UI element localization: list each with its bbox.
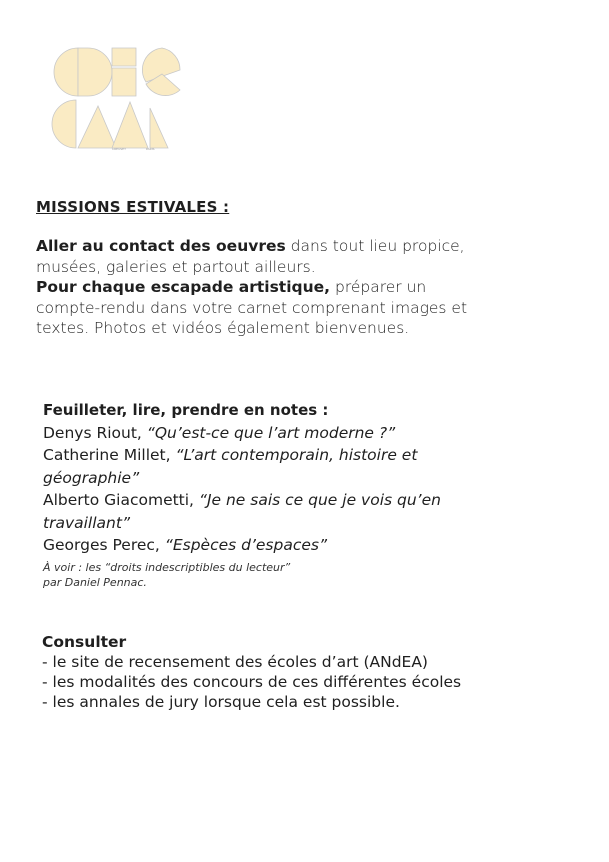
missions-p1-bold: Aller au contact des oeuvres: [36, 237, 286, 255]
svg-text:PARIS: PARIS: [146, 147, 155, 151]
reading-item: [43, 422, 483, 445]
missions-text: [36, 236, 476, 339]
reading-item: [43, 534, 483, 557]
reading-item: [43, 444, 483, 489]
reading-work: “Qu’est-ce que l’art moderne ?”: [146, 423, 396, 442]
logo: [50, 44, 186, 152]
a-voir-note: [43, 560, 403, 590]
reading-list: [43, 399, 483, 557]
reading-author: Alberto Giacometti,: [43, 491, 199, 509]
consult-item: - les modalités des concours de ces différentes écoles: [42, 673, 462, 691]
reading-author: Georges Perec,: [43, 536, 165, 554]
a-voir-line: par Daniel Pennac.: [43, 576, 147, 589]
reading-author: Denys Riout,: [43, 423, 147, 442]
missions-p2-bold: Pour chaque escapade artistique,: [36, 278, 331, 296]
consult-item: - les annales de jury lorsque cela est possible.: [42, 693, 400, 711]
reading-work: “Espèces d’espaces”: [164, 536, 328, 554]
consult-title: Consulter: [42, 633, 127, 651]
consult-item: - le site de recensement des écoles d’art (ANdEA): [42, 653, 428, 671]
missions-p1-rest: dans tout lieu propice, musées, galeries et partout ailleurs.: [36, 237, 465, 276]
reading-author: Catherine Millet,: [43, 446, 176, 464]
missions-p2-rest: préparer un compte-rendu dans votre carnet comprenant images et textes. Photos et vidéos également bienvenues.: [36, 278, 468, 337]
reading-work: “Je ne sais ce que je vois qu’en travaillant”: [43, 491, 441, 532]
a-voir-line: À voir : les “droits indescriptibles du lecteur”: [43, 561, 291, 574]
reading-item: [43, 489, 483, 534]
missions-heading: MISSIONS ESTIVALES :: [36, 198, 230, 216]
reading-title: Feuilleter, lire, prendre en notes :: [43, 401, 329, 419]
reading-work: “L’art contemporain, histoire et géographie”: [43, 446, 418, 487]
logo-graphic: [50, 44, 186, 152]
consult-section: [42, 632, 482, 712]
svg-text:CREUSET: CREUSET: [112, 147, 126, 151]
